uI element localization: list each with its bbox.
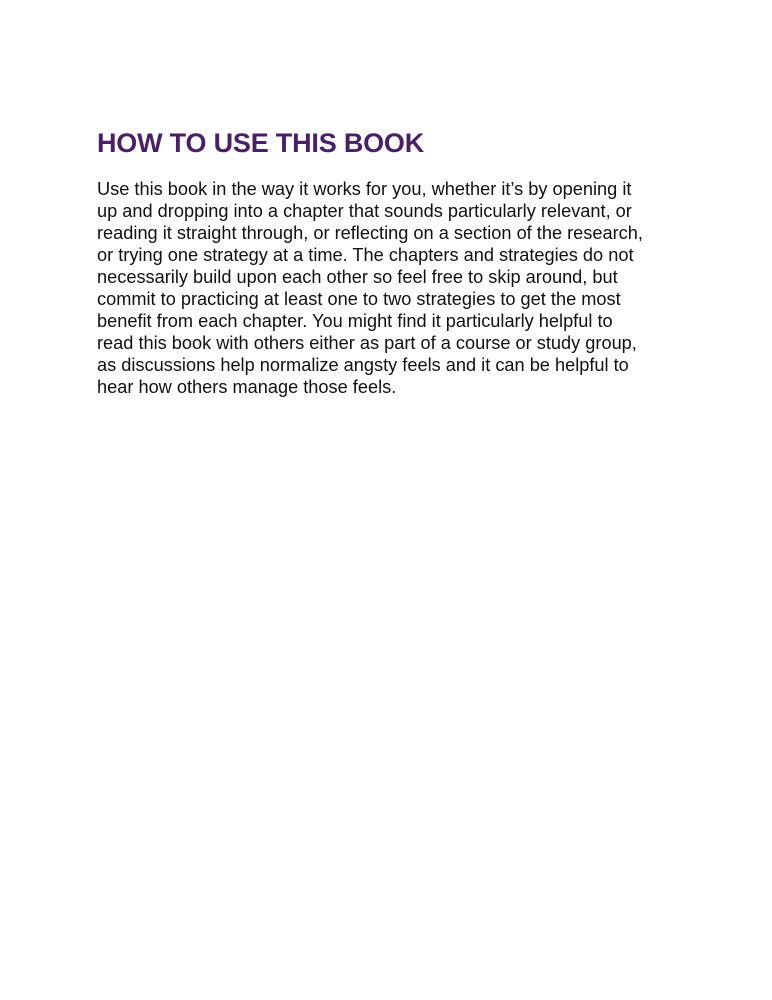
paragraph-line: commit to practicing at least one to two strategies to get the most xyxy=(97,289,621,309)
body-paragraph xyxy=(97,178,687,398)
page-heading: HOW TO USE THIS BOOK xyxy=(97,128,425,158)
paragraph-line: read this book with others either as part of a course or study group, xyxy=(97,333,637,353)
paragraph-line: necessarily build upon each other so feel free to skip around, but xyxy=(97,267,618,287)
paragraph-line: or trying one strategy at a time. The chapters and strategies do not xyxy=(97,245,634,265)
paragraph-line: hear how others manage those feels. xyxy=(97,377,397,397)
paragraph-line: as discussions help normalize angsty feels and it can be helpful to xyxy=(97,355,629,375)
paragraph-line: up and dropping into a chapter that sounds particularly relevant, or xyxy=(97,201,632,221)
paragraph-line: reading it straight through, or reflecting on a section of the research, xyxy=(97,223,643,243)
paragraph-line: Use this book in the way it works for you, whether it’s by opening it xyxy=(97,179,632,199)
paragraph-line: benefit from each chapter. You might find it particularly helpful to xyxy=(97,311,613,331)
